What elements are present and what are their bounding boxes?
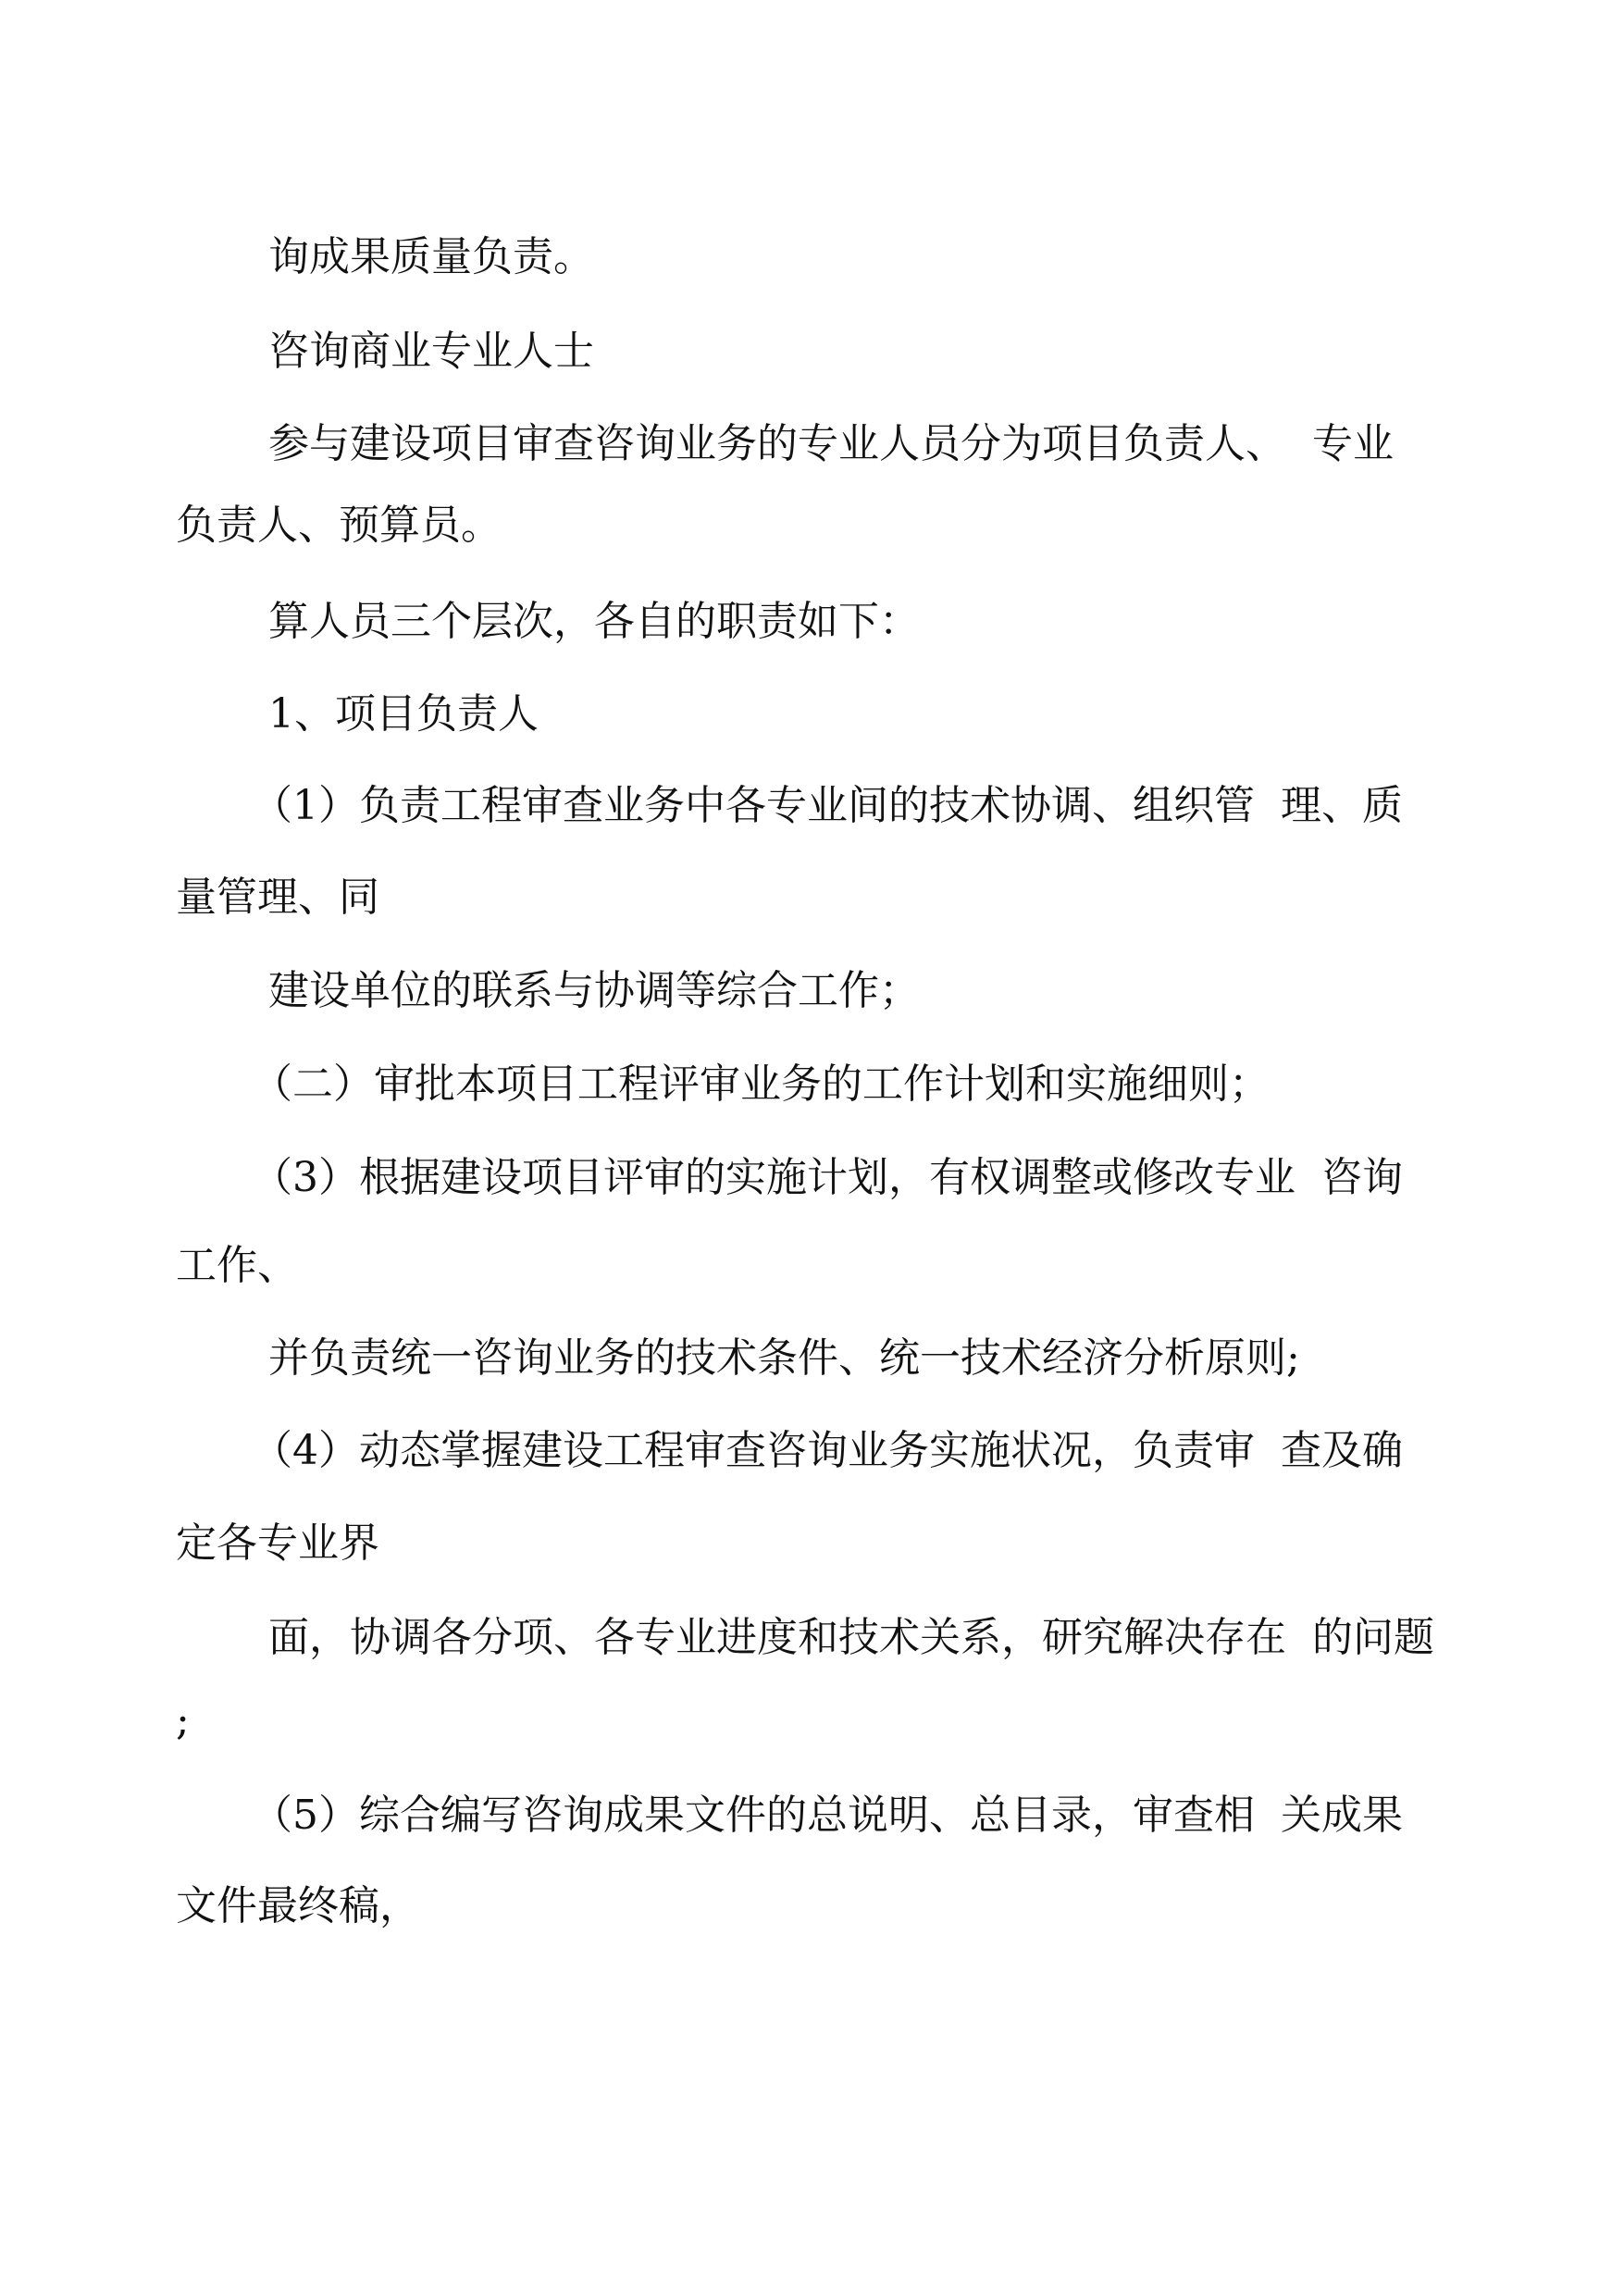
text-line: （1）负责工程审查业务中各专业间的技术协调、组织管 理、质 [252,782,1403,829]
text-line: ; [176,1697,190,1744]
text-line: 面，协调各分项、各专业进度和技术关系，研究解决存在 的问题 [268,1614,1434,1661]
text-line: （3）根据建设项目评审的实施计划，有权调整或修改专业 咨询 [252,1154,1403,1201]
text-line: 定各专业界 [176,1520,379,1567]
text-line: 工作、 [176,1242,298,1289]
text-line: 咨询商业专业人士 [268,328,594,375]
text-line: （5）综合编写咨询成果文件的总说明、总目录，审查相 关成果 [252,1792,1403,1839]
text-line: 量管理、同 [176,874,379,921]
text-line: 文件最终稿， [176,1882,420,1929]
text-line: 建设单位的联系与协调等综合工作； [268,967,920,1014]
text-line: 负责人、预算员。 [176,502,502,549]
text-line: 询成果质量负责。 [268,233,594,280]
text-line: 算人员三个层次，各自的职责如下： [268,598,920,645]
text-line: 并负责统一咨询业务的技术条件、统一技术经济分析原则; [268,1334,1300,1382]
text-line: 参与建设项目审查咨询业务的专业人员分为项目负责人、 专业 [268,420,1394,467]
text-line: （4）动态掌握建设工程审查咨询业务实施状况，负责审 查及确 [252,1427,1403,1474]
text-line: 1、项目负责人 [268,690,539,738]
text-line: （二）审批本项目工程评审业务的工作计划和实施细则； [252,1061,1270,1108]
